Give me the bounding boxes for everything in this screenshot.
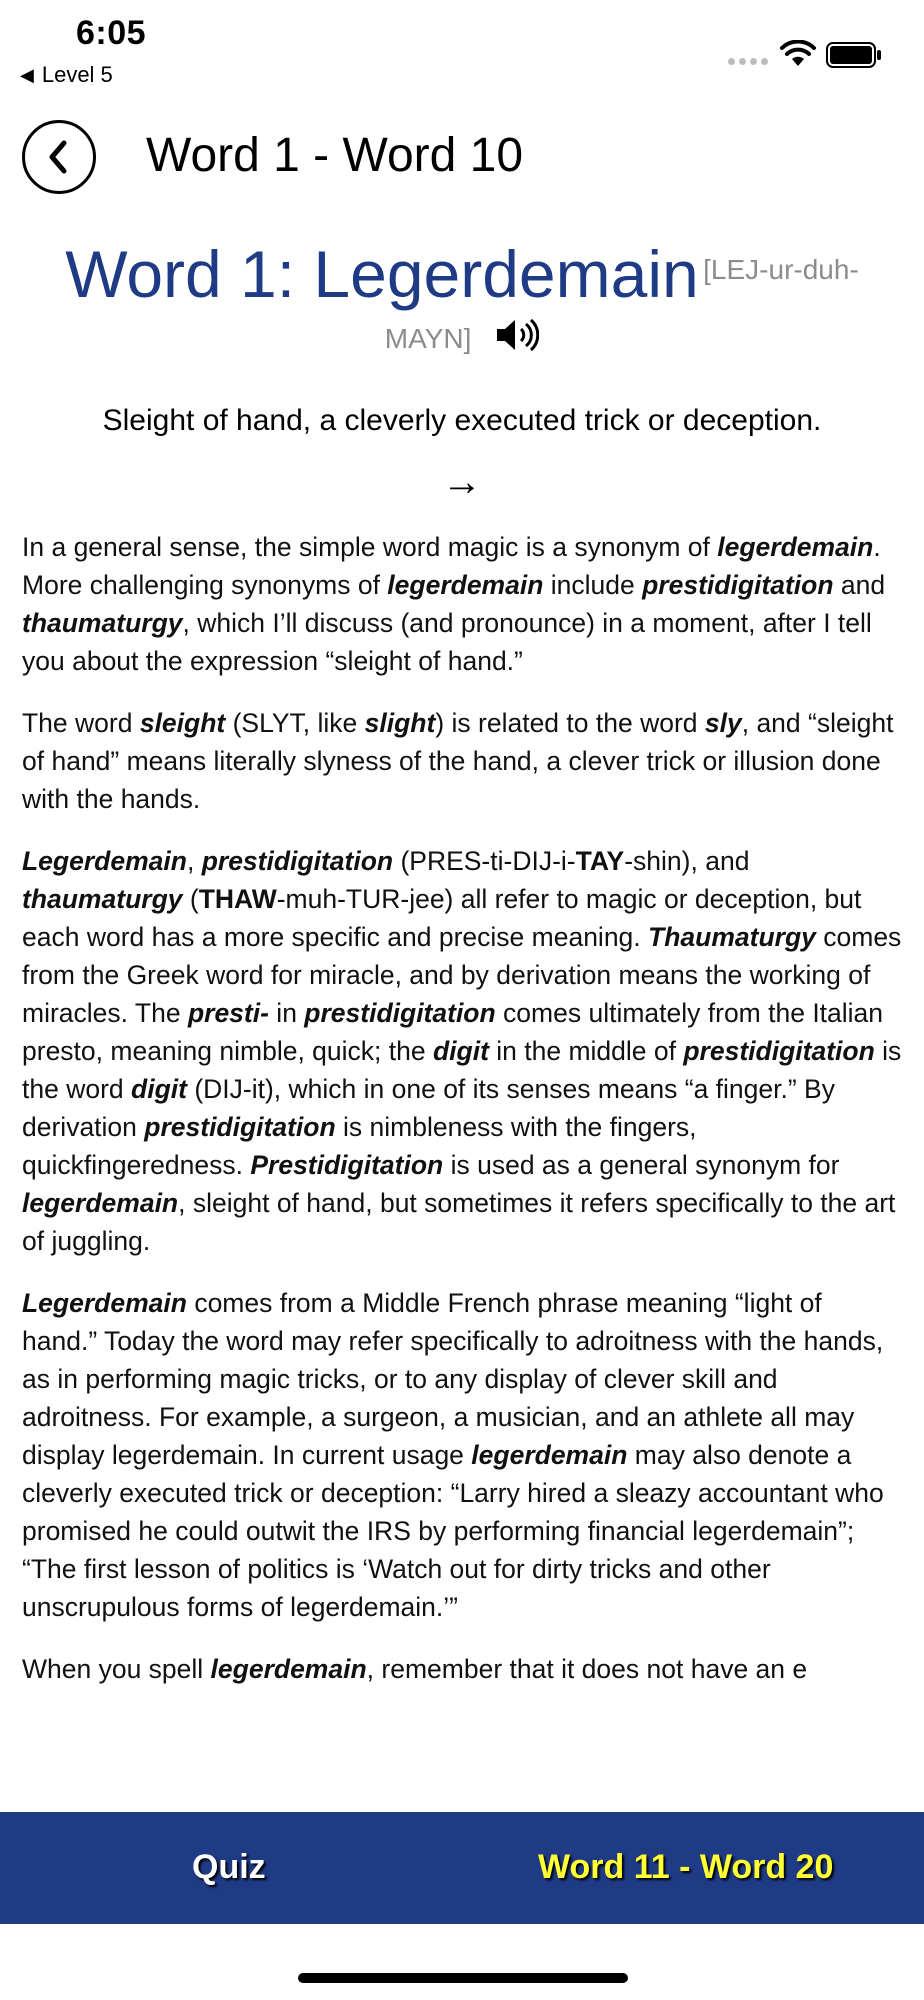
word-definition: Sleight of hand, a cleverly executed trick or deception. [102, 404, 822, 437]
text-run: In a general sense, the simple word magic is a synonym of [22, 532, 718, 562]
article-paragraph [22, 1650, 902, 1688]
text-run: -muh-TUR-jee) all refer to magic or deception, but each word has a more specific and precise meaning. [22, 884, 862, 952]
emphasized-term: Prestidigitation [250, 1150, 444, 1180]
emphasized-term: legerdemain [387, 570, 544, 600]
speaker-button[interactable] [495, 318, 539, 359]
word-heading [24, 236, 900, 359]
header [0, 108, 924, 208]
stressed-syllable: TAY [575, 846, 625, 876]
stressed-syllable: THAW [198, 884, 277, 914]
emphasized-term: presti- [187, 998, 269, 1028]
right-arrow-icon[interactable]: → [442, 460, 482, 504]
status-bar [0, 0, 924, 100]
emphasized-term: legerdemain [471, 1440, 628, 1470]
text-run: is used as a general synonym for [443, 1150, 840, 1180]
emphasized-term: sleight [139, 708, 226, 738]
text-run: , remember that it does not have an e [366, 1654, 808, 1684]
text-run: is nimbleness with the fingers, quickfingeredness. [22, 1112, 697, 1180]
text-run: and [833, 570, 886, 600]
emphasized-term: prestidigitation [642, 570, 834, 600]
next-words-button[interactable]: Word 11 - Word 20 [538, 1848, 834, 1886]
text-run: in the middle of [488, 1036, 684, 1066]
emphasized-term: prestidigitation [304, 998, 496, 1028]
home-indicator[interactable] [298, 1973, 628, 1983]
text-run: (DIJ-it), which in one of its senses means “a finger.” By derivation [22, 1074, 835, 1142]
text-run: comes ultimately from the Italian presto, meaning nimble, quick; the [22, 998, 884, 1066]
speaker-icon [495, 318, 539, 352]
battery-icon [826, 42, 882, 68]
back-to-app-link[interactable] [20, 62, 113, 88]
text-run: ( [182, 884, 199, 914]
text-run: When you spell [22, 1654, 211, 1684]
text-run: may also denote a cleverly executed trick or deception: “Larry hired a sleazy accountant who promised he could outwit the IRS by performing financial legerdemain”; “The first lesson of politics is ‘Watch out for dirty tricks and other unscrupulous forms of legerdemain.’” [22, 1440, 884, 1622]
text-run: comes from a Middle French phrase meaning “light of hand.” Today the word may refer specifically to adroitness with the hands, as in performing magic tricks, or to any display of clever skill and adroitness. For example, a surgeon, a musician, and an athlete all may display legerdemain. In current usage [22, 1288, 884, 1470]
emphasized-term: legerdemain [717, 532, 874, 562]
word-title: Word 1: Legerdemain [65, 237, 699, 311]
text-run: in [268, 998, 305, 1028]
emphasized-term: legerdemain [22, 1188, 179, 1218]
article-paragraph [22, 842, 902, 1260]
emphasized-term: Legerdemain [22, 1288, 187, 1318]
emphasized-term: slight [364, 708, 436, 738]
emphasized-term: Legerdemain [22, 846, 187, 876]
text-run: (PRES-ti-DIJ-i- [393, 846, 576, 876]
emphasized-term: Thaumaturgy [648, 922, 816, 952]
text-run: , and “sleight of hand” means literally slyness of the hand, a clever trick or illusion done with the hands. [22, 708, 894, 814]
article-paragraph [22, 528, 902, 680]
bottom-navigation-bar [0, 1812, 924, 1924]
status-time: 6:05 [76, 14, 147, 52]
emphasized-term: legerdemain [210, 1654, 367, 1684]
text-run: is the word [22, 1036, 902, 1104]
emphasized-term: thaumaturgy [22, 884, 183, 914]
back-triangle-icon: ◀ [20, 64, 34, 85]
chevron-left-icon [44, 139, 74, 175]
emphasized-term: thaumaturgy [22, 608, 183, 638]
text-run: ) is related to the word [435, 708, 705, 738]
text-run: (SLYT, like [225, 708, 365, 738]
emphasized-term: prestidigitation [144, 1112, 336, 1142]
text-run: comes from the Greek word for miracle, and by derivation means the working of miracles. The [22, 922, 902, 1028]
text-run: include [543, 570, 643, 600]
text-run: , [186, 846, 202, 876]
text-run: -shin), and [624, 846, 750, 876]
article-paragraph [22, 704, 902, 818]
article-paragraph [22, 1284, 902, 1626]
emphasized-term: digit [432, 1036, 489, 1066]
cellular-signal-icon [728, 58, 768, 65]
emphasized-term: sly [704, 708, 742, 738]
emphasized-term: prestidigitation [683, 1036, 875, 1066]
quiz-button[interactable]: Quiz [192, 1848, 266, 1886]
wifi-icon [780, 40, 816, 68]
text-run: . More challenging synonyms of [22, 532, 881, 600]
article-body [22, 528, 902, 1712]
page-title: Word 1 - Word 10 [146, 129, 524, 182]
pronunciation-part1: [LEJ-ur-duh- [703, 254, 859, 285]
text-run: , sleight of hand, but sometimes it refers specifically to the art of juggling. [22, 1188, 896, 1256]
pronunciation-part2: MAYN] [384, 323, 472, 354]
emphasized-term: prestidigitation [201, 846, 394, 876]
text-run: , which I’ll discuss (and pronounce) in a moment, after I tell you about the expression “sleight of hand.” [22, 608, 872, 676]
back-to-app-label: Level 5 [41, 62, 113, 87]
back-button[interactable] [22, 120, 96, 194]
emphasized-term: digit [131, 1074, 187, 1104]
text-run: The word [22, 708, 140, 738]
